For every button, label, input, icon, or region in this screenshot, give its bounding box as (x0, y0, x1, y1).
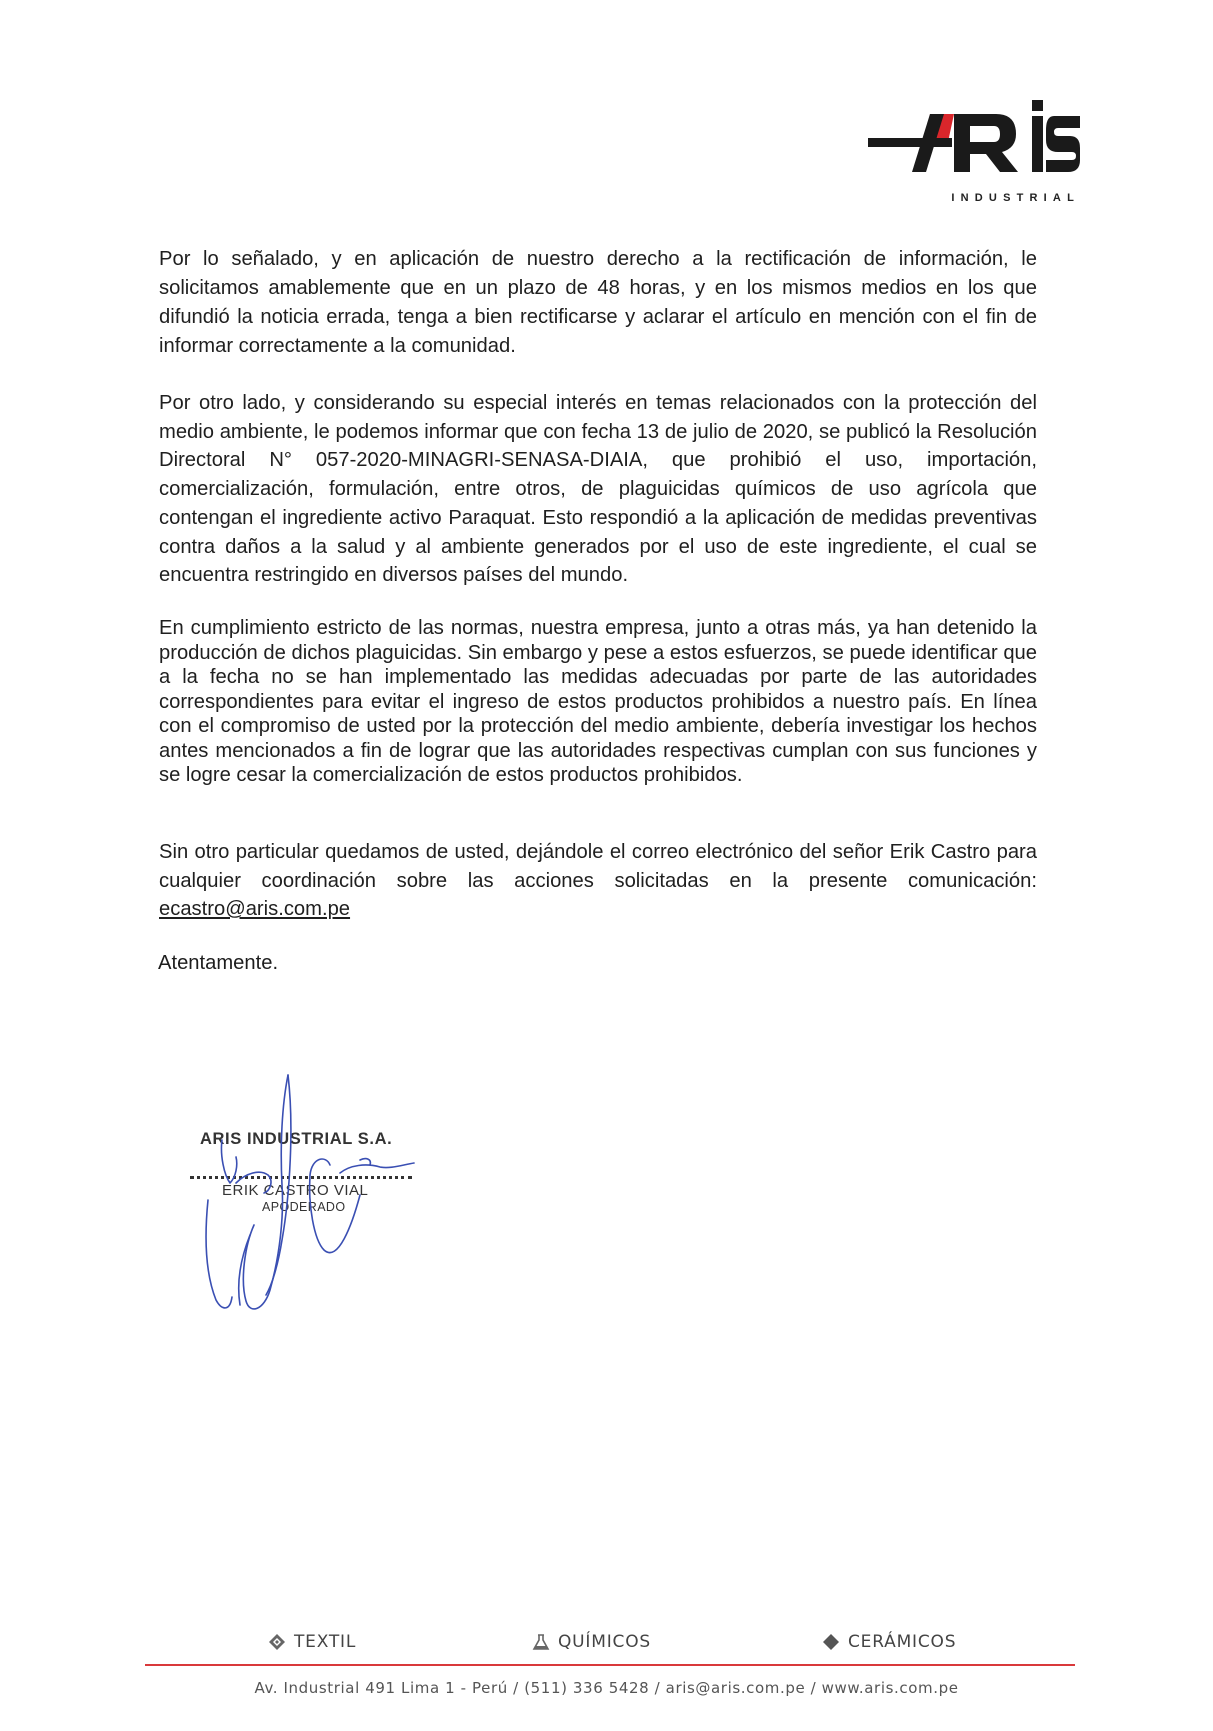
paragraph-rectification: Por lo señalado, y en aplicación de nuestro derecho a la rectificación de información, le solicitamos amablemente que en un plazo de 48 horas, y en los mismos medios en los que difundió la noticia errada, tenga a bien rectificarse y aclarar el artículo en mención con el fin de informar correctamente a la comunidad. (159, 248, 1037, 357)
contact-text: Sin otro particular quedamos de usted, dejándole el correo electrónico del señor Erik Castro para cualquier coordinación sobre las acciones solicitadas en la presente comunicación: (159, 841, 1037, 892)
stamp-signer-role: APODERADO (262, 1200, 346, 1214)
category-ceramicos (822, 1632, 956, 1652)
aris-logo-mark (868, 100, 1080, 190)
logo-subtext: INDUSTRIAL (951, 192, 1080, 204)
category-label: QUÍMICOS (558, 1632, 651, 1652)
paragraph-compliance: En cumplimiento estricto de las normas, nuestra empresa, junto a otras más, ya han detenido la producción de dichos plaguicidas. Sin embargo y pese a estos esfuerzos, se puede identificar que a la fecha no se han implementado las medidas adecuadas por parte de las autoridades correspondientes para evitar el ingreso de estos productos prohibidos a nuestro país. En línea con el compromiso de usted por la protección del medio ambiente, debería investigar los hechos antes mencionados a fin de lograr que las autoridades respectivas cumplan con sus funciones y se logre cesar la comercialización de estos productos prohibidos. (159, 617, 1037, 786)
diamond-icon (822, 1633, 840, 1651)
footer-divider (145, 1664, 1075, 1666)
flask-icon (532, 1633, 550, 1651)
category-quimicos (532, 1632, 651, 1652)
stamp-signer-name: ERIK CASTRO VIAL (222, 1182, 369, 1199)
diamond-icon (268, 1633, 286, 1651)
email-link[interactable]: ecastro@aris.com.pe (159, 898, 351, 920)
handwritten-signature (190, 1065, 430, 1315)
stamp-company: ARIS INDUSTRIAL S.A. (200, 1130, 393, 1148)
category-textil (268, 1632, 356, 1652)
footer-categories (0, 1632, 1213, 1662)
footer-address: Av. Industrial 491 Lima 1 - Perú / (511) 336 5428 / aris@aris.com.pe / www.aris.com.pe (254, 1679, 959, 1697)
category-label: TEXTIL (294, 1632, 357, 1652)
closing-text: Atentamente. (158, 952, 279, 974)
paragraph-paraquat-resolution: Por otro lado, y considerando su especial interés en temas relacionados con la protección del medio ambiente, le podemos informar que con fecha 13 de julio de 2020, se publicó la Resolución Directoral N° 057-2020-MINAGRI-SENASA-DIAIA, que prohibió el uso, importación, comercialización, formulación, entre otros, de plaguicidas químicos de uso agrícola que contengan el ingrediente activo Paraquat. Esto respondió a la aplicación de medidas preventivas contra daños a la salud y al ambiente generados por el uso de este ingrediente, el cual se encuentra restringido en diversos países del mundo. (159, 392, 1037, 587)
aris-logo (868, 100, 1080, 210)
paragraph-contact (159, 838, 1037, 924)
category-label: CERÁMICOS (848, 1632, 957, 1652)
